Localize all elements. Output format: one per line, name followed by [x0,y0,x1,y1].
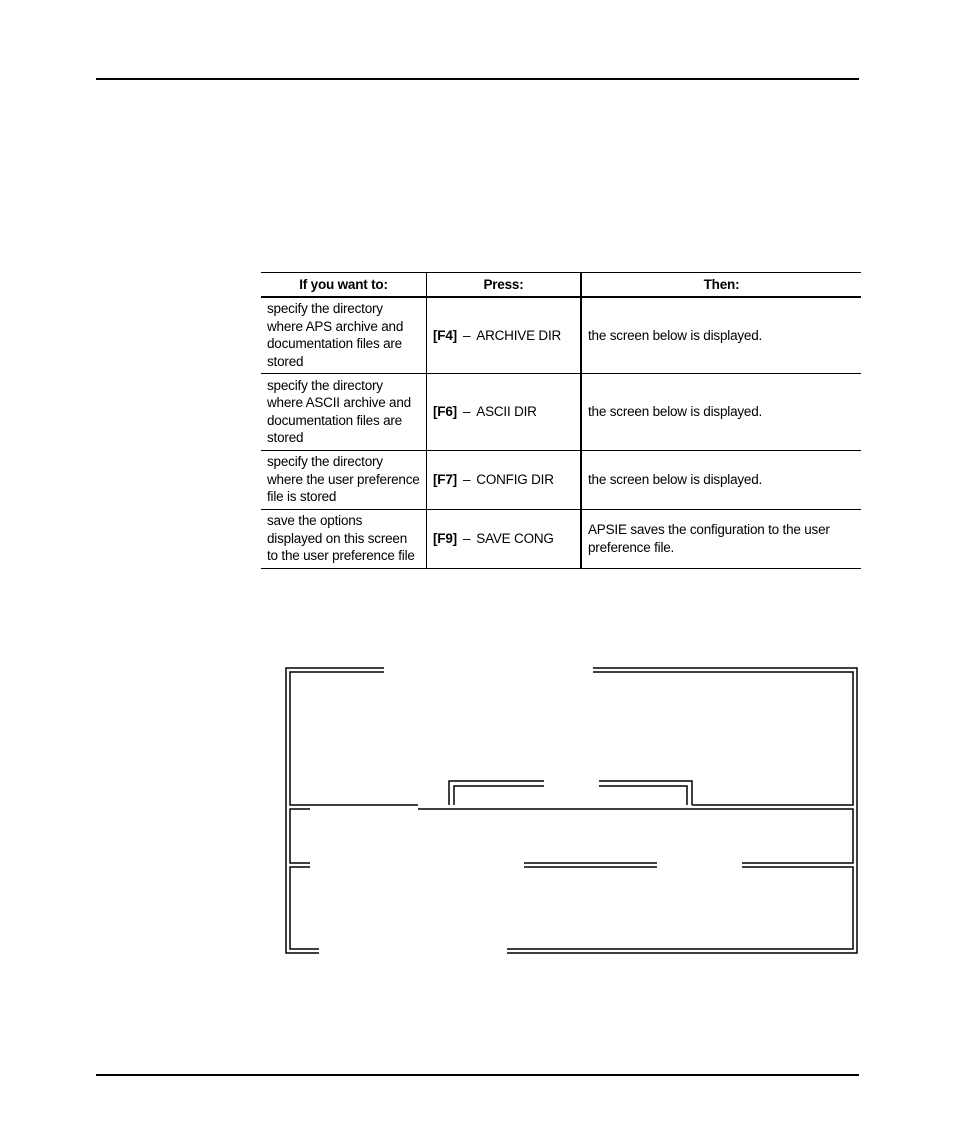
header-press: Press: [427,273,582,298]
function-key: [F9] [433,530,457,546]
tab-outer-right [599,781,692,805]
divider-2-right [507,867,853,949]
dash: – [462,530,471,546]
header-then: Then: [581,273,861,298]
cell-want: specify the directory where the user preference file is stored [261,450,427,509]
cell-then: APSIE saves the configuration to the user preference file. [581,509,861,568]
frame-outer-right [507,668,857,953]
cell-then: the screen below is displayed. [581,450,861,509]
divider-1-left [290,809,310,863]
frame-inner-top-right [593,672,853,805]
tab-inner-left [454,786,544,805]
cell-then: the screen below is displayed. [581,297,861,373]
frame-inner-top-left [290,672,384,805]
key-action: ARCHIVE DIR [476,327,562,343]
function-key: [F6] [433,403,457,419]
divider-1-right [418,809,853,863]
frame-outer-left [286,668,384,953]
cell-want: specify the directory where APS archive and documentation files are stored [261,297,427,373]
tab-outer-left [449,781,544,805]
cell-want: save the options displayed on this screen to the user preference file [261,509,427,568]
key-action: CONFIG DIR [476,471,554,487]
tab-inner-right [599,786,687,805]
cell-want: specify the directory where ASCII archive and documentation files are stored [261,373,427,450]
function-key: [F4] [433,327,457,343]
dash: – [462,327,471,343]
dash: – [462,403,471,419]
dash: – [462,471,471,487]
footer-rule [96,1074,859,1076]
divider-2-left [290,867,319,949]
header-want: If you want to: [261,273,427,298]
key-action: SAVE CONG [476,530,554,546]
key-action: ASCII DIR [476,403,537,419]
function-key: [F7] [433,471,457,487]
cell-then: the screen below is displayed. [581,373,861,450]
